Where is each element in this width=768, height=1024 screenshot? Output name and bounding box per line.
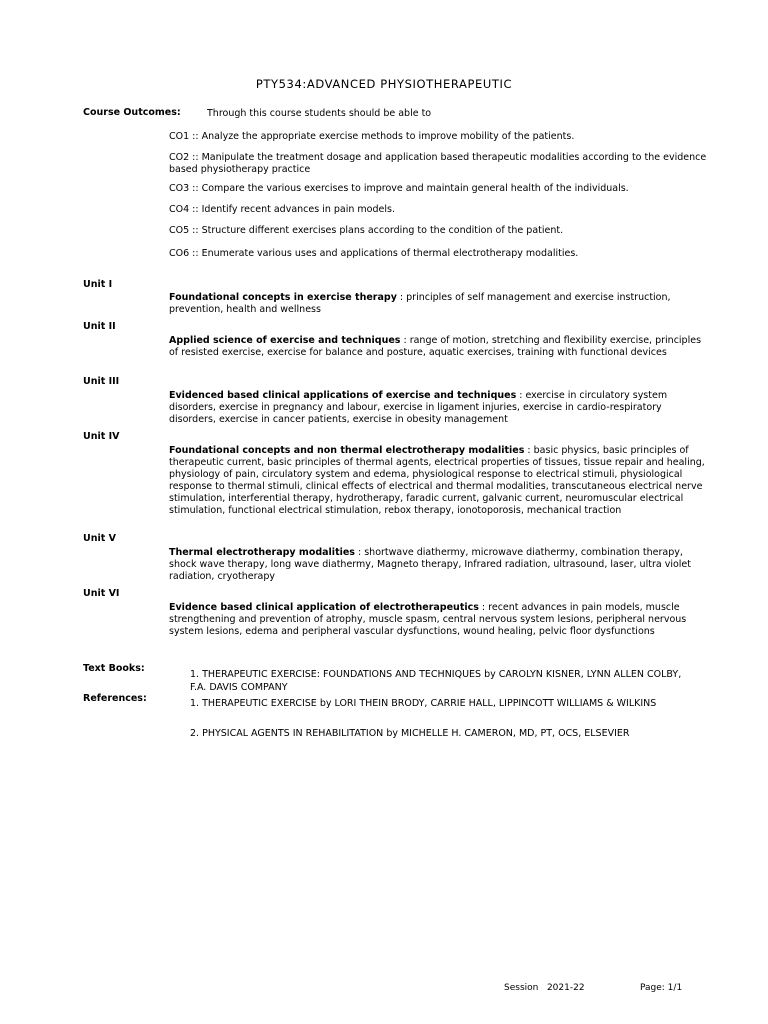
course-outcome-item: CO2 :: Manipulate the treatment dosage and application based therapeutic modalities according to the evidence based physiotherapy practice <box>169 152 707 175</box>
references-label: References: <box>83 693 147 704</box>
unit-label: Unit V <box>83 533 116 544</box>
session-value: 2021-22 <box>546 983 585 993</box>
text-book-item: 1. THERAPEUTIC EXERCISE: FOUNDATIONS AND TECHNIQUES by CAROLYN KISNER, LYNN ALLEN COLBY, F.A. DAVIS COMPANY <box>190 669 682 693</box>
unit-label: Unit IV <box>83 431 120 442</box>
session-footer <box>504 983 585 993</box>
course-outcome-item: CO1 :: Analyze the appropriate exercise methods to improve mobility of the patients. <box>169 131 575 142</box>
course-outcomes-label: Course Outcomes: <box>83 107 181 118</box>
unit-content: Thermal electrotherapy modalities : shortwave diathermy, microwave diathermy, combination therapy, shock wave therapy, long wave diathermy, Magneto therapy, Infrared radiation, ultrasound, laser, ultra violet radiation, cryotherapy <box>169 547 691 582</box>
reference-item: 2. PHYSICAL AGENTS IN REHABILITATION by MICHELLE H. CAMERON, MD, PT, OCS, ELSEVIER <box>190 728 630 739</box>
session-label: Session <box>504 983 539 993</box>
unit-label: Unit VI <box>83 588 120 599</box>
course-outcome-item: CO5 :: Structure different exercises plans according to the condition of the patient. <box>169 225 564 236</box>
unit-heading: Foundational concepts and non thermal electrotherapy modalities <box>169 445 525 456</box>
unit-content: Evidence based clinical application of electrotherapeutics : recent advances in pain models, muscle strengthening and prevention of atrophy, muscle spasm, central nervous system lesions, peripheral nervous system lesions, edema and peripheral vascular dysfunctions, wound healing, pelvic floor dysfunctions <box>169 602 687 637</box>
reference-item: 1. THERAPEUTIC EXERCISE by LORI THEIN BRODY, CARRIE HALL, LIPPINCOTT WILLIAMS & WILKINS <box>190 698 657 709</box>
unit-heading: Evidence based clinical application of electrotherapeutics <box>169 602 479 613</box>
unit-content: Evidenced based clinical applications of exercise and techniques : exercise in circulatory system disorders, exercise in pregnancy and labour, exercise in ligament injuries, exercise in cardio-respiratory disorders, exercise in cancer patients, exercise in obesity management <box>169 390 668 425</box>
course-outcome-item: CO3 :: Compare the various exercises to improve and maintain general health of the individuals. <box>169 183 629 194</box>
course-outcomes-intro: Through this course students should be able to <box>207 108 432 119</box>
unit-heading: Applied science of exercise and techniques <box>169 335 401 346</box>
unit-text: principles of self management and exercise instruction, prevention, health and wellness <box>169 292 671 315</box>
unit-heading: Evidenced based clinical applications of exercise and techniques <box>169 390 517 401</box>
unit-label: Unit II <box>83 321 116 332</box>
unit-text: range of motion, stretching and flexibility exercise, principles of resisted exercise, exercise for balance and posture, aquatic exercises, training with functional devices <box>169 335 702 358</box>
course-outcome-item: CO4 :: Identify recent advances in pain models. <box>169 204 395 215</box>
unit-text: recent advances in pain models, muscle strengthening and prevention of atrophy, muscle spasm, central nervous system lesions, peripheral nervous system lesions, edema and peripheral vascular dysfunctions, wound healing, pelvic floor dysfunctions <box>169 602 687 637</box>
unit-text: exercise in circulatory system disorders, exercise in pregnancy and labour, exercise in ligament injuries, exercise in cardio-respiratory disorders, exercise in cancer patients, exercise in obesity management <box>169 390 668 425</box>
unit-heading: Foundational concepts in exercise therapy <box>169 292 397 303</box>
unit-text: basic physics, basic principles of therapeutic current, basic principles of thermal agents, electrical properties of tissues, tissue repair and healing, physiology of pain, circulatory system and edema, physiological response to electrical stimuli, physiological response to thermal stimuli, clinical effects of electrical and thermal modalities, transcutaneous electrical nerve stimulation, interferential therapy, hydrotherapy, faradic current, galvanic current, neuromuscular electrical stimulation, functional electrical stimulation, rebox therapy, ionotoporosis, mechanical traction <box>169 445 705 516</box>
text-books-label: Text Books: <box>83 663 145 674</box>
course-outcome-item: CO6 :: Enumerate various uses and applications of thermal electrotherapy modalities. <box>169 248 579 259</box>
page-number: Page: 1/1 <box>640 983 683 993</box>
unit-text: shortwave diathermy, microwave diathermy, combination therapy, shock wave therapy, long wave diathermy, Magneto therapy, Infrared radiation, ultrasound, laser, ultra violet radiation, cryotherapy <box>169 547 691 582</box>
unit-content: Applied science of exercise and techniques : range of motion, stretching and flexibility exercise, principles of resisted exercise, exercise for balance and posture, aquatic exercises, training with functional devices <box>169 335 702 358</box>
unit-label: Unit III <box>83 376 120 387</box>
unit-label: Unit I <box>83 279 113 290</box>
course-title: PTY534:ADVANCED PHYSIOTHERAPEUTIC <box>255 77 513 91</box>
unit-content: Foundational concepts in exercise therapy : principles of self management and exercise instruction, prevention, health and wellness <box>169 292 671 315</box>
unit-heading: Thermal electrotherapy modalities <box>169 547 355 558</box>
unit-content: Foundational concepts and non thermal electrotherapy modalities : basic physics, basic principles of therapeutic current, basic principles of thermal agents, electrical properties of tissues, tissue repair and healing, physiology of pain, circulatory system and edema, physiological response to electrical stimuli, physiological response to thermal stimuli, clinical effects of electrical and thermal modalities, transcutaneous electrical nerve stimulation, interferential therapy, hydrotherapy, faradic current, galvanic current, neuromuscular electrical stimulation, functional electrical stimulation, rebox therapy, ionotoporosis, mechanical traction <box>169 445 705 516</box>
